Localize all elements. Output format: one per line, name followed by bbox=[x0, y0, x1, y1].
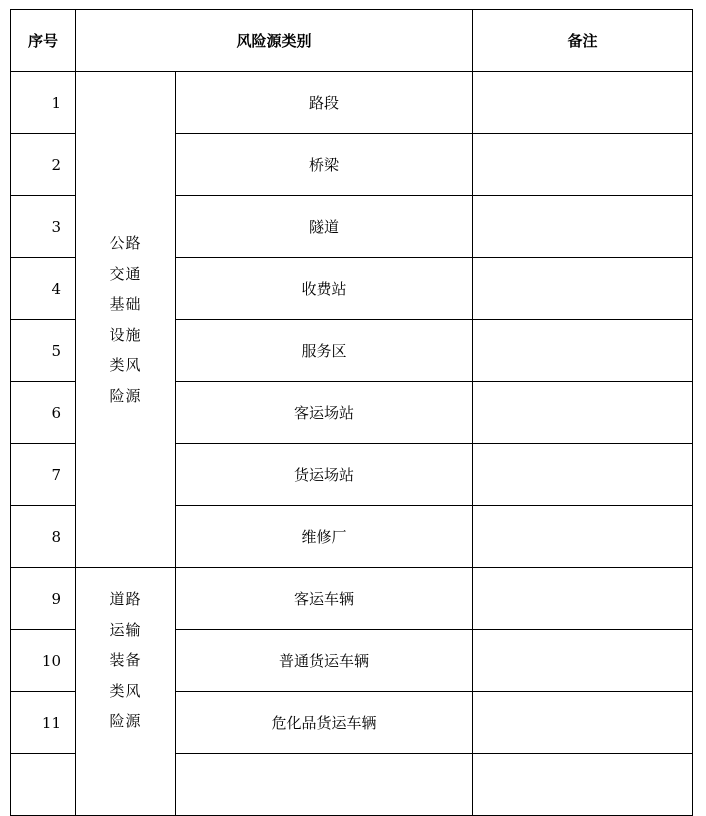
category-label-line: 道路 bbox=[109, 590, 142, 608]
note-cell bbox=[473, 258, 693, 320]
seq-cell: 3 bbox=[11, 196, 76, 258]
table-row bbox=[11, 568, 693, 630]
type-cell: 客运车辆 bbox=[176, 568, 473, 630]
seq-cell: 5 bbox=[11, 320, 76, 382]
note-cell bbox=[473, 692, 693, 754]
note-cell bbox=[473, 568, 693, 630]
category-label-line: 类风 bbox=[109, 356, 142, 374]
seq-cell: 9 bbox=[11, 568, 76, 630]
seq-cell: 11 bbox=[11, 692, 76, 754]
type-cell bbox=[176, 754, 473, 816]
note-cell bbox=[473, 320, 693, 382]
note-cell bbox=[473, 72, 693, 134]
type-cell: 隧道 bbox=[176, 196, 473, 258]
header-note: 备注 bbox=[473, 10, 693, 72]
type-cell: 收费站 bbox=[176, 258, 473, 320]
header-row bbox=[11, 10, 693, 72]
type-cell: 维修厂 bbox=[176, 506, 473, 568]
note-cell bbox=[473, 382, 693, 444]
seq-cell: 7 bbox=[11, 444, 76, 506]
category-label-line: 公路 bbox=[109, 234, 142, 252]
category-label-line: 险源 bbox=[109, 712, 142, 730]
risk-source-table bbox=[10, 9, 693, 816]
table-row bbox=[11, 72, 693, 134]
header-category: 风险源类别 bbox=[76, 10, 473, 72]
seq-cell: 8 bbox=[11, 506, 76, 568]
category-label-line: 运输 bbox=[109, 620, 142, 639]
category-cell-highway-infrastructure bbox=[76, 72, 176, 568]
type-cell: 路段 bbox=[176, 72, 473, 134]
seq-cell: 2 bbox=[11, 134, 76, 196]
category-label-line: 装备 bbox=[109, 651, 142, 669]
note-cell bbox=[473, 754, 693, 816]
seq-cell bbox=[11, 754, 76, 816]
type-cell: 服务区 bbox=[176, 320, 473, 382]
type-cell: 货运场站 bbox=[176, 444, 473, 506]
note-cell bbox=[473, 506, 693, 568]
category-label-line: 类风 bbox=[109, 681, 142, 700]
category-label-line: 险源 bbox=[109, 386, 142, 405]
note-cell bbox=[473, 630, 693, 692]
category-cell-road-transport-equipment bbox=[76, 568, 176, 816]
seq-cell: 1 bbox=[11, 72, 76, 134]
note-cell bbox=[473, 444, 693, 506]
category-label-line: 基础 bbox=[109, 295, 142, 313]
note-cell bbox=[473, 134, 693, 196]
type-cell: 桥梁 bbox=[176, 134, 473, 196]
category-label-line: 交通 bbox=[109, 264, 142, 283]
seq-cell: 6 bbox=[11, 382, 76, 444]
type-cell: 普通货运车辆 bbox=[176, 630, 473, 692]
note-cell bbox=[473, 196, 693, 258]
seq-cell: 10 bbox=[11, 630, 76, 692]
category-label-line: 设施 bbox=[109, 325, 142, 344]
type-cell: 危化品货运车辆 bbox=[176, 692, 473, 754]
header-seq: 序号 bbox=[11, 10, 76, 72]
type-cell: 客运场站 bbox=[176, 382, 473, 444]
seq-cell: 4 bbox=[11, 258, 76, 320]
